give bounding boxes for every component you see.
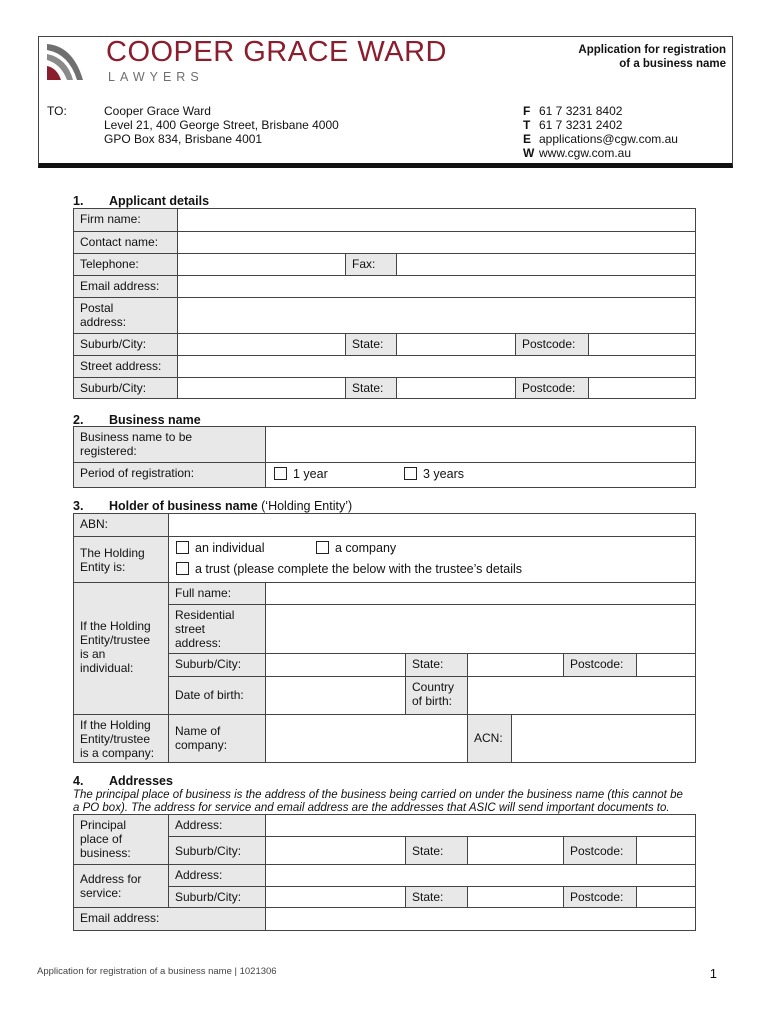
street-address-label: Street address: [74,356,178,378]
website[interactable]: www.cgw.com.au [539,146,632,160]
postal-state-field[interactable] [397,334,516,356]
firm-name-field[interactable] [178,209,695,232]
abn-field[interactable] [169,514,695,537]
business-name-label: Business name to be registered: [74,427,266,463]
cgw-logo-icon [43,40,91,86]
option-individual[interactable]: an individual [176,541,265,555]
contact-name-label: Contact name: [74,232,178,254]
residential-address-field[interactable] [266,605,695,654]
company-label: If the Holding Entity/trustee is a company: [74,715,169,762]
afs-suburb-field[interactable] [266,887,406,908]
brand-subtitle: LAWYERS [108,70,204,84]
checkbox-individual[interactable] [176,541,189,554]
ppb-address-field[interactable] [266,815,695,837]
checkbox-1-year[interactable] [274,467,287,480]
checkbox-3-years[interactable] [404,467,417,480]
company-name-field[interactable] [266,715,468,762]
business-name-table [73,426,696,488]
address-for-service-label: Address for service: [74,865,169,908]
indiv-suburb-label: Suburb/City: [169,654,266,677]
full-name-field[interactable] [266,583,695,605]
full-name-label: Full name: [169,583,266,605]
indiv-state-field[interactable] [468,654,564,677]
ppb-state-field[interactable] [468,837,564,865]
period-label: Period of registration: [74,463,266,487]
option-3-years[interactable]: 3 years [404,467,464,481]
section-3-heading: 3. Holder of business name (‘Holding Entity’) [73,499,353,513]
doc-title: Application for registration of a business name [578,44,726,70]
afs-postcode-field[interactable] [637,887,695,908]
acn-label: ACN: [468,715,512,762]
fax-label: Fax: [346,254,397,276]
indiv-postcode-field[interactable] [637,654,695,677]
option-company[interactable]: a company [316,541,396,555]
email-address[interactable]: applications@cgw.com.au [539,132,678,146]
postal-suburb-field[interactable] [178,334,346,356]
firm-name-label: Firm name: [74,209,178,232]
addresses-note: The principal place of business is the address of the business being carried on under the business name (this cannot be a PO box). The address for service and email address are the addresses that ASIC will send important documents to. [73,789,683,814]
indiv-suburb-field[interactable] [266,654,406,677]
company-name-label: Name of company: [169,715,266,762]
country-of-birth-label: Country of birth: [406,677,468,715]
applicant-details-table [73,208,696,399]
phone-number: 61 7 3231 2402 [539,118,623,132]
holding-entity-label: The Holding Entity is: [74,537,169,583]
contact-details: F 61 7 3231 8402 T 61 7 3231 2402 E applications@cgw.com.au W www.cgw.com.au [523,104,678,160]
checkbox-company[interactable] [316,541,329,554]
postal-state-label: State: [346,334,397,356]
service-email-label: Email address: [74,908,266,930]
telephone-label: Telephone: [74,254,178,276]
checkbox-trust[interactable] [176,562,189,575]
business-name-field[interactable] [266,427,695,463]
afs-postcode-label: Postcode: [564,887,637,908]
addresses-table [73,814,696,931]
afs-state-label: State: [406,887,468,908]
section-1-heading: 1. Applicant details [73,194,210,208]
to-label: TO: [47,104,67,118]
ppb-state-label: State: [406,837,468,865]
afs-suburb-label: Suburb/City: [169,887,266,908]
afs-state-field[interactable] [468,887,564,908]
ppb-postcode-label: Postcode: [564,837,637,865]
recipient-address: Cooper Grace Ward Level 21, 400 George Street, Brisbane 4000 GPO Box 834, Brisbane 4001 [104,104,339,146]
section-4-heading: 4. Addresses [73,774,173,788]
page-number: 1 [709,966,717,981]
telephone-field[interactable] [178,254,346,276]
country-of-birth-field[interactable] [468,677,695,715]
indiv-state-label: State: [406,654,468,677]
street-state-field[interactable] [397,378,516,398]
period-options [266,463,695,487]
email-field[interactable] [178,276,695,298]
ppb-address-label: Address: [169,815,266,837]
afs-address-field[interactable] [266,865,695,887]
dob-field[interactable] [266,677,406,715]
indiv-postcode-label: Postcode: [564,654,637,677]
abn-label: ABN: [74,514,169,537]
street-postcode-field[interactable] [589,378,695,398]
principal-place-label: Principal place of business: [74,815,169,865]
afs-address-label: Address: [169,865,266,887]
street-state-label: State: [346,378,397,398]
option-1-year[interactable]: 1 year [274,467,328,481]
street-suburb-label: Suburb/City: [74,378,178,398]
email-label: Email address: [74,276,178,298]
contact-name-field[interactable] [178,232,695,254]
ppb-suburb-label: Suburb/City: [169,837,266,865]
option-trust[interactable]: a trust (please complete the below with the trustee’s details [176,562,522,576]
ppb-postcode-field[interactable] [637,837,695,865]
postal-address-label: Postal address: [74,298,178,334]
acn-field[interactable] [512,715,695,762]
fax-field[interactable] [397,254,695,276]
service-email-field[interactable] [266,908,695,930]
postal-address-field[interactable] [178,298,695,334]
street-suburb-field[interactable] [178,378,346,398]
ppb-suburb-field[interactable] [266,837,406,865]
footer-text: Application for registration of a business name | 1021306 [37,966,277,977]
postal-postcode-label: Postcode: [516,334,589,356]
individual-label: If the Holding Entity/trustee is an individual: [74,583,169,715]
postal-postcode-field[interactable] [589,334,695,356]
fax-number: 61 7 3231 8402 [539,104,623,118]
street-postcode-label: Postcode: [516,378,589,398]
postal-suburb-label: Suburb/City: [74,334,178,356]
street-address-field[interactable] [178,356,695,378]
section-2-heading: 2. Business name [73,413,201,427]
dob-label: Date of birth: [169,677,266,715]
residential-address-label: Residential street address: [169,605,266,654]
brand-name: COOPER GRACE WARD [106,36,447,68]
